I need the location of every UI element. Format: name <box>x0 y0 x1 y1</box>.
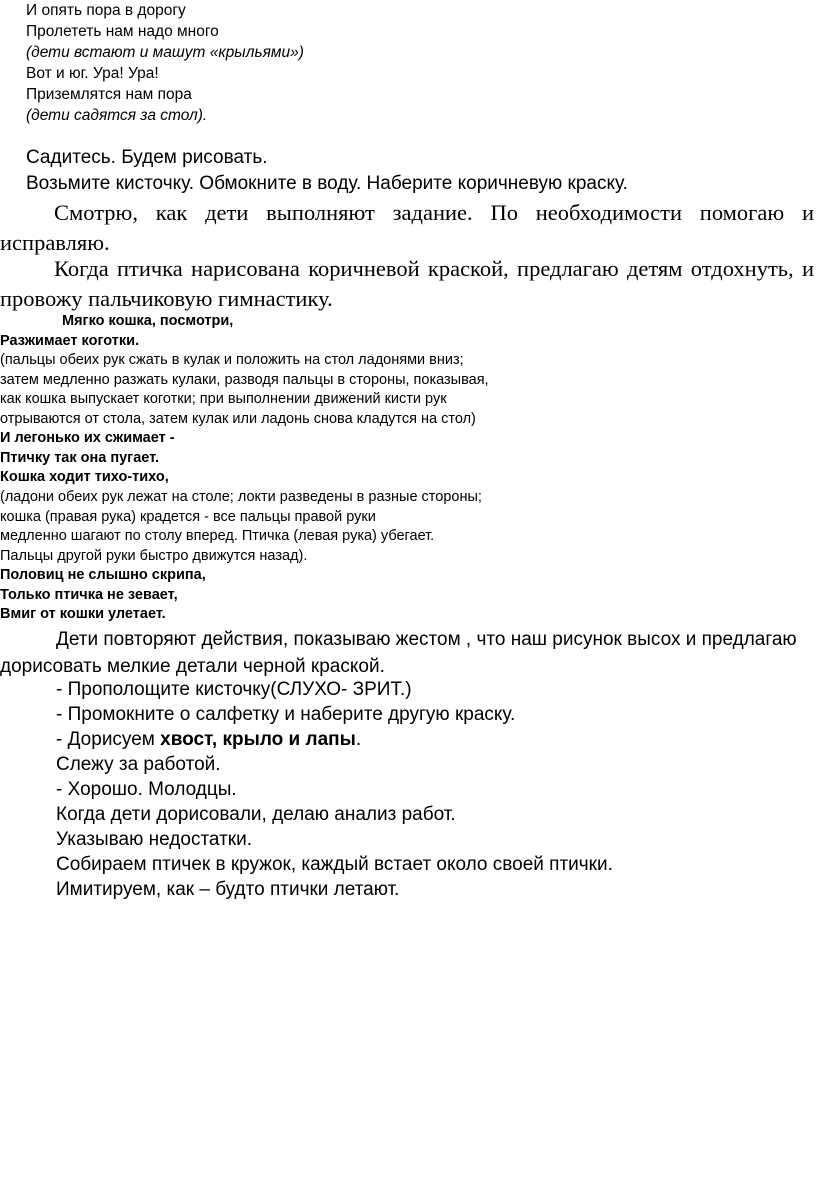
gymnastics-instruction: (ладони обеих рук лежат на столе; локти разведены в разные стороны; <box>0 489 482 505</box>
step-shortcomings: Указываю недостатки. <box>56 829 252 850</box>
gymnastics-instruction: медленно шагают по столу вперед. Птичка (левая рука) убегает. <box>0 528 435 544</box>
poem-stage-direction: (дети садятся за стол). <box>26 107 208 124</box>
step-imitate: Имитируем, как – будто птички летают. <box>56 879 400 900</box>
gymnastics-instruction: Пальцы другой руки быстро движутся назад). <box>0 548 308 564</box>
poem-line: Пролететь нам надо много <box>26 23 219 40</box>
step-circle: Собираем птичек в кружок, каждый встает около своей птички. <box>56 854 613 875</box>
gymnastics-instruction: отрываются от стола, затем кулак или ладонь снова кладутся на стол) <box>0 411 476 427</box>
instruction-line: Возьмите кисточку. Обмокните в воду. Наберите коричневую краску. <box>26 173 628 194</box>
gymnastics-verse: Только птичка не зевает, <box>0 587 178 603</box>
gymnastics-verse: Вмиг от кошки улетает. <box>0 606 166 622</box>
gymnastics-verse: Кошка ходит тихо-тихо, <box>0 469 169 485</box>
poem-stage-direction: (дети встают и машут «крыльями») <box>26 44 304 61</box>
closing-paragraph: Дети повторяют действия, показываю жестом , что наш рисунок высох и предлагаю дорисовать мелкие детали черной краской. <box>0 629 797 677</box>
gymnastics-verse: Разжимает коготки. <box>0 333 140 349</box>
step-draw-emphasis: хвост, крыло и лапы <box>160 729 356 750</box>
gymnastics-verse: И легонько их сжимает - <box>0 430 175 446</box>
gymnastics-verse: Птичку так она пугает. <box>0 450 160 466</box>
poem-line: Приземлятся нам пора <box>26 86 192 103</box>
gymnastics-verse: Половиц не слышно скрипа, <box>0 567 206 583</box>
step-praise: - Хорошо. Молодцы. <box>56 779 237 800</box>
serif-paragraph: Смотрю, как дети выполняют задание. По необходимости помогаю и исправляю. <box>0 200 814 255</box>
gymnastics-instruction: как кошка выпускает коготки; при выполнении движений кисти рук <box>0 391 447 407</box>
step-blot: - Промокните о салфетку и наберите другую краску. <box>56 704 516 725</box>
step-analysis: Когда дети дорисовали, делаю анализ работ. <box>56 804 456 825</box>
step-draw-prefix: - Дорисуем <box>56 729 161 750</box>
gymnastics-instruction: кошка (правая рука) крадется - все пальцы правой руки <box>0 509 376 525</box>
instruction-line: Садитесь. Будем рисовать. <box>26 147 268 168</box>
step-rinse: - Прополощите кисточку(СЛУХО- ЗРИТ.) <box>56 679 412 700</box>
gymnastics-instruction: (пальцы обеих рук сжать в кулак и положить на стол ладонями вниз; <box>0 352 464 368</box>
gymnastics-verse: Мягко кошка, посмотри, <box>62 313 234 329</box>
step-draw-suffix: . <box>355 729 362 750</box>
gymnastics-instruction: затем медленно разжать кулаки, разводя пальцы в стороны, показывая, <box>0 372 489 388</box>
poem-line: И опять пора в дорогу <box>26 2 186 19</box>
step-draw <box>56 729 361 751</box>
serif-paragraph: Когда птичка нарисована коричневой краской, предлагаю детям отдохнуть, и провожу пальчиковую гимнастику. <box>0 256 814 311</box>
poem-line: Вот и юг. Ура! Ура! <box>26 65 159 82</box>
step-watch: Слежу за работой. <box>56 754 221 775</box>
